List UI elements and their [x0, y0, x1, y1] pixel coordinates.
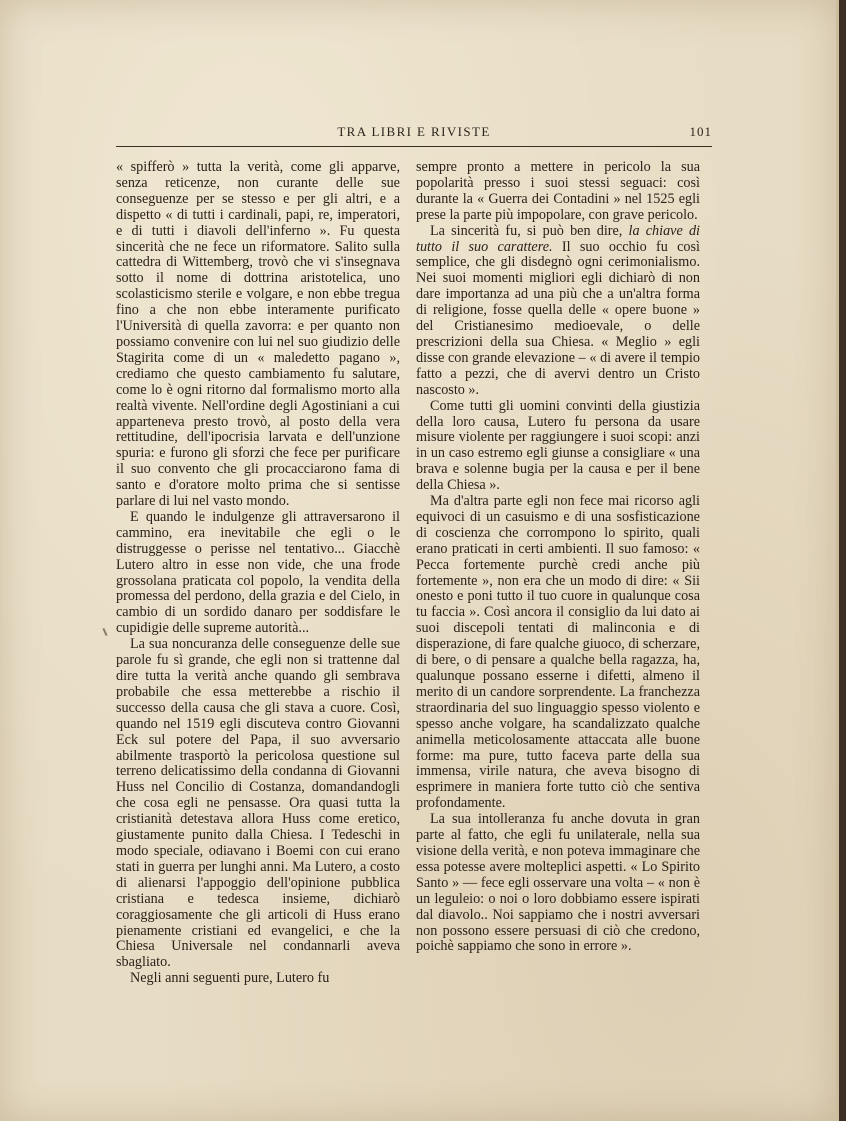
paragraph: La sua intolleranza fu anche dovuta in gran parte al fatto, che egli fu unilaterale, nella sua visione della verità, e non poteva immaginare che essa potesse avere molteplici aspetti. « Lo Spirito Santo » — fece egli osservare una volta – « non è un leguleio: o noi o loro dobbiamo essere ispirati dal diavolo.. Noi sappiamo che i nostri avversari non possono essere persuasi di ciò che credono, poichè sappiamo che sono in errore ». [416, 811, 700, 955]
paragraph-text: Il suo occhio fu così semplice, che gli disdegnò ogni cerimonialismo. Nei suoi momenti migliori egli dichiarò di non dare importanza ad una più che a un'altra forma di religione, fosse quella delle « opere buone » del Cristianesimo medioevale, o delle prescrizioni della sua Chiesa. « Meglio » egli disse con grande elevazione – « di avere il tempio fatto a pezzi, che di avervi dentro un Cristo nascosto ». [416, 238, 700, 398]
header-rule [116, 146, 712, 147]
running-header [116, 124, 712, 144]
paragraph: Come tutti gli uomini convinti della giustizia della loro causa, Lutero fu persona da usare misure violente per raggiungere i suoi scopi: anzi in un caso estremo egli giunse a consigliare « una brava e solenne bugia per la causa e per il bene della Chiesa ». [416, 397, 700, 494]
paragraph: Ma d'altra parte egli non fece mai ricorso agli equivoci di un casuismo e di una sosfisticazione di coscienza che corrompono lo spirito, quali erano praticati in certi ambienti. Il suo famoso: « Pecca fortemente purchè credi anche più fortemente », non era che un modo di dire: « Sii onesto e poni tutto il tuo cuore in qualunque cosa tu faccia ». Così ancora il consiglio da lui dato ai suoi discepoli tentati di malinconia e di disperazione, di fare qualche giuoco, di scherzare, di bere, o di pensare a qualche bella ragazza, ha, qualunque possano esserne i difetti, almeno il merito di un candore sorprendente. La franchezza straordinaria del suo linguaggio spesso violento e spesso anche volgare, ha scandalizzato qualche animella meticolosamente attaccata alle buone forme: ma pure, tutto faceva parte della sua immensa, virile natura, che aveva bisogno di esprimere in maniera forte tutto ciò che sentiva profondamente. [416, 493, 701, 812]
paragraph: La sua noncuranza delle conseguenze delle sue parole fu sì grande, che egli non si trattenne dal dire tutta la verità anche quando gli sembrava probabile che essa metterebbe a rischio il successo della causa che gli stava a cuore. Così, quando nel 1519 egli discuteva contro Giovanni Eck sul potere del Papa, il suo avversario abilmente trasportò la pericolosa questione sul terreno delicatissimo della condanna di Giovanni Huss nel Concilio di Costanza, domandandogli che cosa egli ne pensasse. Ora quasi tutta la cristianità detestava allora Huss come eretico, giustamente punito dalla Chiesa. I Tedeschi in modo speciale, odiavano i Boemi con cui erano stati in guerra per lunghi anni. Ma Lutero, a costo di alienarsi l'appoggio dell'opinione pubblica cristiana e tedesca insieme, dichiarò coraggiosamente che gli articoli di Huss erano pienamente cristiani ed evangelici, e che la Chiesa Universale nel condannarli aveva sbagliato. [116, 636, 400, 971]
right-column [416, 160, 700, 955]
running-title: TRA LIBRI E RIVISTE [337, 124, 491, 139]
paragraph-text: La sincerità fu, si può ben dire, [430, 222, 629, 239]
paragraph: E quando le indulgenze gli attraversarono il cammino, era inevitabile che egli o le distruggesse o perisse nel tentativo... Giacchè Lutero altro in esse non vide, che una frode grossolana praticata col popolo, la vendita della promessa del perdono, della grazia e del Cielo, in cambio di un sordido danaro per soddisfare le cupidigie delle supreme autorità... [116, 508, 400, 637]
paragraph: Negli anni seguenti pure, Lutero fu [130, 970, 330, 987]
paragraph: sempre pronto a mettere in pericolo la sua popolarità presso i suoi stessi seguaci: così durante la « Guerra dei Contadini » nel 1525 egli prese la parte più impopolare, con grave pericolo. [416, 159, 700, 223]
page-number: 101 [689, 124, 712, 139]
paragraph [416, 224, 700, 399]
paragraph: « spifferò » tutta la verità, come gli apparve, senza reticenze, non curante delle sue conseguenze per se stesso e per gli altri, e a dispetto « di tutti i cardinali, papi, re, imperatori, e di tutti i diavoli dell'inferno ». Fu questa sincerità che ne fece un riformatore. Salito sulla cattedra di Wittemberg, trovò che vi s'insegnava sotto il nome di dottrina aristotelica, uno scolasticismo sterile e volgare, e non ebbe tregua fino a che non ebbe interamente purificato l'Università di quella zavorra: e per quanto non possiamo convenire con lui nel suo giudizio delle Stagirita come di un « maledetto pagano », crediamo che questo cambiamento fu salutare, come lo è ogni ritorno dal formalismo morto alla realtà vivente. Nell'ordine degli Agostiniani a cui apparteneva presto trovò, al posto della vera rettitudine, dell'ipocrisia larvata e dell'unzione spuria: e furono gli sforzi che fece per purificare il suo convento che gli procacciarono fama di santo e d'oratore molto prima che si sentisse parlare di lui nel vasto mondo. [116, 159, 400, 510]
margin-mark [102, 628, 107, 636]
italic-phrase: la chiave di tutto il suo carattere. [416, 222, 700, 255]
left-column [116, 160, 400, 987]
